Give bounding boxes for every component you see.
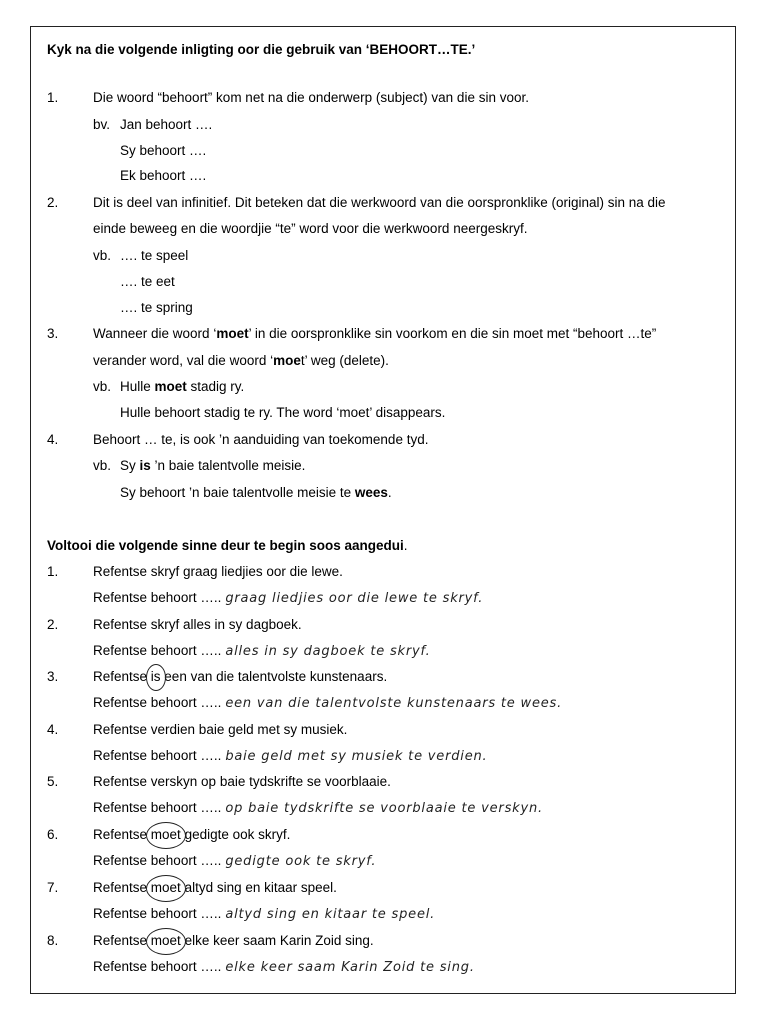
answer-prompt: Refentse behoort ….. bbox=[93, 590, 222, 605]
answer-line bbox=[93, 800, 543, 817]
exercise-sentence: Refentse verdien baie geld met sy musiek. bbox=[93, 722, 348, 737]
exercise-number: 7. bbox=[47, 880, 59, 895]
handwritten-answer: een van die talentvolste kunstenaars te wees. bbox=[225, 696, 563, 711]
exercise-number: 3. bbox=[47, 669, 59, 684]
answer-line bbox=[93, 643, 431, 660]
exercise-number: 4. bbox=[47, 722, 59, 737]
exercise-sentence: Refentse verskyn op baie tydskrifte se voorblaaie. bbox=[93, 774, 391, 789]
answer-line bbox=[93, 590, 483, 607]
rule-text: Die woord “behoort” kom net na die onderwerp (subject) van die sin voor. bbox=[93, 90, 529, 105]
example-line: …. te speel bbox=[120, 248, 189, 263]
handwritten-answer: altyd sing en kitaar te speel. bbox=[225, 907, 436, 922]
example-line: …. te eet bbox=[120, 274, 175, 289]
handwritten-answer: graag liedjies oor die lewe te skryf. bbox=[225, 591, 484, 606]
circled-word: moet bbox=[150, 880, 181, 895]
handwritten-answer: op baie tydskrifte se voorblaaie te verskyn. bbox=[225, 801, 543, 816]
exercise-number: 6. bbox=[47, 827, 59, 842]
exercise-number: 5. bbox=[47, 774, 59, 789]
answer-prompt: Refentse behoort ….. bbox=[93, 959, 222, 974]
rule-text: Behoort … te, is ook ’n aanduiding van toekomende tyd. bbox=[93, 432, 429, 447]
example-line: …. te spring bbox=[120, 300, 193, 315]
handwritten-answer: alles in sy dagboek te skryf. bbox=[225, 644, 431, 659]
exercise-number: 2. bbox=[47, 617, 59, 632]
example-label: vb. bbox=[93, 248, 112, 263]
example-line: Ek behoort …. bbox=[120, 168, 207, 183]
example-line: Hulle behoort stadig te ry. The word ‘moet’ disappears. bbox=[120, 405, 446, 420]
exercise-heading: Voltooi die volgende sinne deur te begin soos aangedui. bbox=[47, 538, 408, 553]
answer-prompt: Refentse behoort ….. bbox=[93, 906, 222, 921]
answer-prompt: Refentse behoort ….. bbox=[93, 800, 222, 815]
answer-line bbox=[93, 959, 475, 976]
example-line: Sy behoort …. bbox=[120, 143, 207, 158]
rule-number: 1. bbox=[47, 90, 59, 105]
answer-prompt: Refentse behoort ….. bbox=[93, 695, 222, 710]
handwritten-answer: elke keer saam Karin Zoid te sing. bbox=[225, 960, 475, 975]
rule-text: Wanneer die woord ‘moet’ in die oorspronklike sin voorkom en die sin moet met “behoort …te” bbox=[93, 326, 657, 341]
page-heading: Kyk na die volgende inligting oor die gebruik van ‘BEHOORT…TE.’ bbox=[47, 42, 476, 57]
exercise-sentence: Refentse skryf graag liedjies oor die lewe. bbox=[93, 564, 343, 579]
example-line: Jan behoort …. bbox=[120, 117, 213, 132]
rule-text: einde beweeg en die woordjie “te” word voor die werkwoord neergeskryf. bbox=[93, 221, 528, 236]
exercise-sentence: Refentse is een van die talentvolste kunstenaars. bbox=[93, 669, 388, 684]
rule-number: 4. bbox=[47, 432, 59, 447]
circled-word: is bbox=[150, 669, 161, 684]
circled-word: moet bbox=[150, 827, 181, 842]
example-label: vb. bbox=[93, 458, 112, 473]
answer-prompt: Refentse behoort ….. bbox=[93, 748, 222, 763]
rule-text: verander word, val die woord ‘moet’ weg (delete). bbox=[93, 353, 389, 368]
exercise-number: 8. bbox=[47, 933, 59, 948]
rule-number: 2. bbox=[47, 195, 59, 210]
exercise-number: 1. bbox=[47, 564, 59, 579]
rule-text: Dit is deel van infinitief. Dit beteken dat die werkwoord van die oorspronklike (original) sin na die bbox=[93, 195, 666, 210]
example-line: Sy behoort ’n baie talentvolle meisie te wees. bbox=[120, 485, 392, 500]
handwritten-answer: gedigte ook te skryf. bbox=[225, 854, 377, 869]
answer-line bbox=[93, 748, 487, 765]
example-line: Hulle moet stadig ry. bbox=[120, 379, 245, 394]
example-label: bv. bbox=[93, 117, 111, 132]
rule-number: 3. bbox=[47, 326, 59, 341]
answer-prompt: Refentse behoort ….. bbox=[93, 853, 222, 868]
exercise-sentence: Refentse moet gedigte ook skryf. bbox=[93, 827, 291, 842]
answer-line bbox=[93, 853, 376, 870]
example-line: Sy is ’n baie talentvolle meisie. bbox=[120, 458, 306, 473]
answer-prompt: Refentse behoort ….. bbox=[93, 643, 222, 658]
handwritten-answer: baie geld met sy musiek te verdien. bbox=[225, 749, 488, 764]
answer-line bbox=[93, 695, 562, 712]
exercise-sentence: Refentse moet altyd sing en kitaar speel. bbox=[93, 880, 337, 895]
exercise-sentence: Refentse moet elke keer saam Karin Zoid sing. bbox=[93, 933, 374, 948]
answer-line bbox=[93, 906, 435, 923]
example-label: vb. bbox=[93, 379, 112, 394]
exercise-sentence: Refentse skryf alles in sy dagboek. bbox=[93, 617, 302, 632]
circled-word: moet bbox=[150, 933, 181, 948]
